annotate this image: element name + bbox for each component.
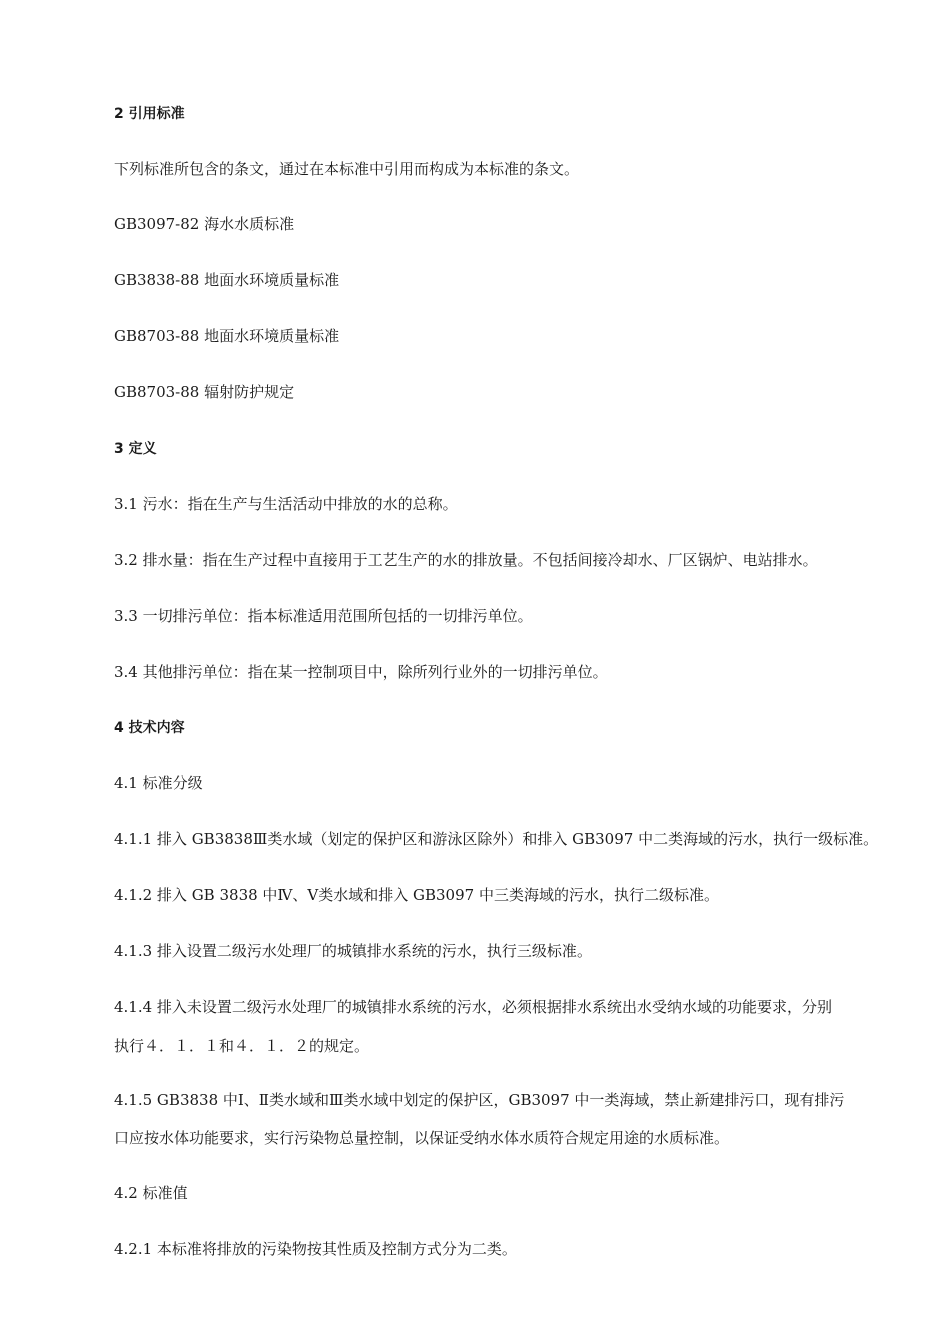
clause-4-2-1: 4.2.1 本标准将排放的污染物按其性质及控制方式分为二类。 [114, 1240, 517, 1258]
clause-4-1-5-line2: 口应按水体功能要求，实行污染物总量控制，以保证受纳水体水质符合规定用途的水质标准。 [114, 1129, 730, 1147]
clause-4-1-3: 4.1.3 排入设置二级污水处理厂的城镇排水系统的污水，执行三级标准。 [114, 942, 592, 960]
reference-item: GB3838-88 地面水环境质量标准 [114, 271, 340, 289]
clause-4-1-5-line1: 4.1.5 GB3838 中Ⅰ、Ⅱ类水域和Ⅲ类水域中划定的保护区，GB3097 中一类海域，禁止新建排污口，现有排污 [114, 1091, 845, 1109]
section-2-heading: 2 引用标准 [114, 106, 185, 122]
section-3-heading: 3 定义 [114, 441, 157, 457]
definition-item: 3.4 其他排污单位：指在某一控制项目中，除所列行业外的一切排污单位。 [114, 663, 608, 681]
clause-4-1-4-line1: 4.1.4 排入未设置二级污水处理厂的城镇排水系统的污水，必须根据排水系统出水受纳水域的功能要求，分别 [114, 998, 832, 1016]
clause-4-1-2: 4.1.2 排入 GB 3838 中Ⅳ、Ⅴ类水域和排入 GB3097 中三类海域的污水，执行二级标准。 [114, 886, 719, 904]
definition-item: 3.1 污水：指在生产与生活活动中排放的水的总称。 [114, 495, 458, 513]
reference-item: GB3097-82 海水水质标准 [114, 215, 295, 233]
subsection-4-2: 4.2 标准值 [114, 1184, 188, 1202]
reference-item: GB8703-88 辐射防护规定 [114, 383, 295, 401]
section-2-intro: 下列标准所包含的条文，通过在本标准中引用而构成为本标准的条文。 [114, 160, 580, 178]
clause-4-1-1: 4.1.1 排入 GB3838Ⅲ类水域（划定的保护区和游泳区除外）和排入 GB3097 中二类海域的污水，执行一级标准。 [114, 830, 879, 848]
reference-item: GB8703-88 地面水环境质量标准 [114, 327, 340, 345]
definition-item: 3.3 一切排污单位：指本标准适用范围所包括的一切排污单位。 [114, 607, 533, 625]
clause-4-1-4-line2: 执行４．１．１和４．１．２的规定。 [114, 1037, 370, 1055]
definition-item: 3.2 排水量：指在生产过程中直接用于工艺生产的水的排放量。不包括间接冷却水、厂区锅炉、电站排水。 [114, 551, 818, 569]
subsection-4-1: 4.1 标准分级 [114, 774, 203, 792]
section-4-heading: 4 技术内容 [114, 720, 185, 736]
